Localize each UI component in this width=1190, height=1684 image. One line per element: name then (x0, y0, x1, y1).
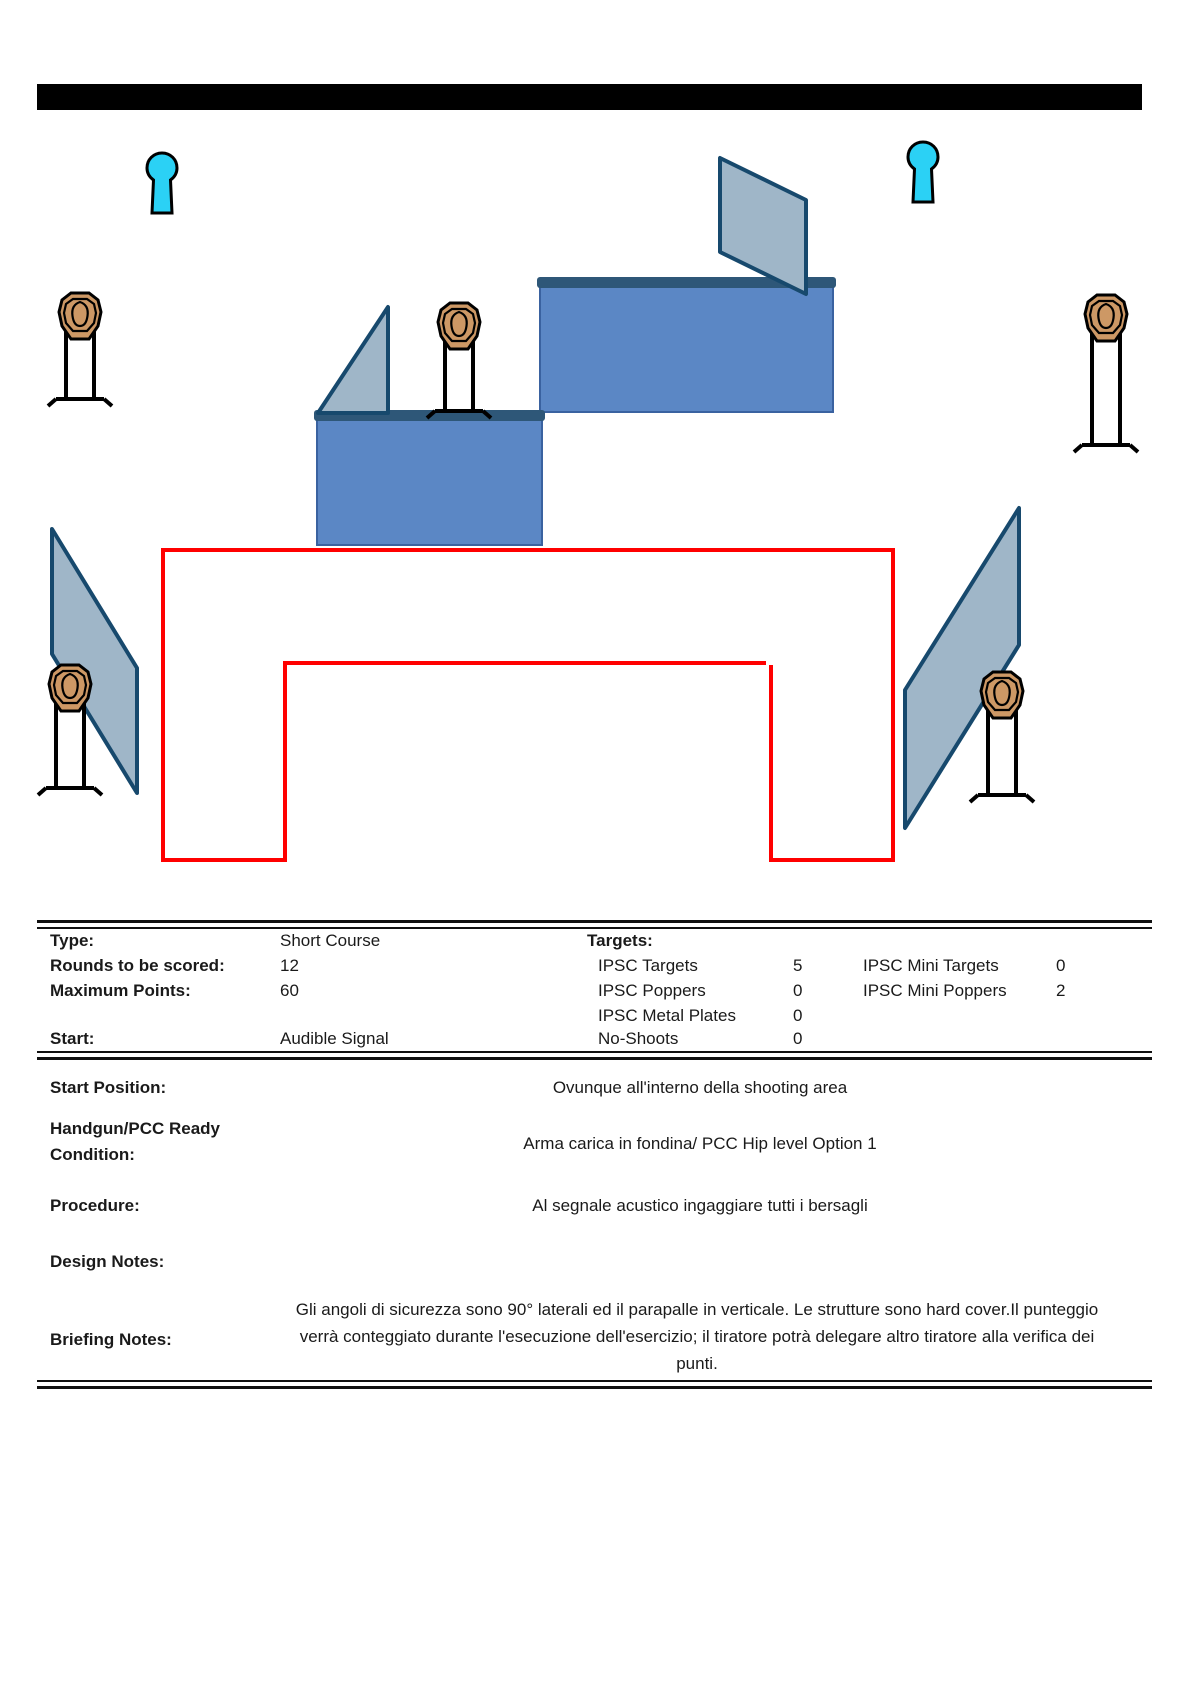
side-panel-right (905, 508, 1019, 828)
table-top-rule (37, 920, 1152, 929)
ready-condition-value: Arma carica in fondina/ PCC Hip level Option 1 (523, 1134, 877, 1153)
procedure-value: Al segnale acustico ingaggiare tutti i bersagli (532, 1196, 868, 1215)
ipsc-target-5 (970, 672, 1034, 802)
ipsc-target-2 (427, 303, 491, 418)
ipsc-mini-targets-count: 0 (1056, 956, 1066, 975)
mini-popper-right (908, 142, 938, 202)
ipsc-metal-plates-label: IPSC Metal Plates (598, 1006, 736, 1025)
no-shoots-label: No-Shoots (598, 1029, 679, 1048)
max-points-value: 60 (280, 981, 299, 1000)
briefing-notes-label: Briefing Notes: (50, 1330, 172, 1349)
wall-lower-rect (314, 410, 545, 545)
max-points-label: Maximum Points: (50, 981, 191, 1000)
triangle-panel (318, 307, 388, 413)
type-value: Short Course (280, 931, 381, 950)
start-label: Start: (50, 1029, 95, 1048)
ipsc-mini-targets-label: IPSC Mini Targets (863, 956, 999, 975)
title-bar (37, 84, 1142, 110)
ipsc-mini-poppers-count: 2 (1056, 981, 1066, 1000)
targets-header: Targets: (587, 931, 653, 950)
ipsc-poppers-label: IPSC Poppers (598, 981, 706, 1000)
side-panel-left (52, 529, 137, 793)
type-label: Type: (50, 931, 95, 950)
rounds-value: 12 (280, 956, 299, 975)
start-position-label: Start Position: (50, 1078, 167, 1097)
table-mid-rule (37, 1051, 1152, 1060)
rounds-label: Rounds to be scored: (50, 956, 225, 975)
mini-popper-left (147, 153, 177, 213)
table-bottom-rule (37, 1380, 1152, 1389)
angled-panel-top (720, 158, 806, 294)
ipsc-poppers-count: 0 (793, 981, 803, 1000)
ipsc-targets-label: IPSC Targets (598, 956, 698, 975)
wall-upper-rect (537, 277, 836, 412)
briefing-notes-value: Gli angoli di sicurezza sono 90° laterali ed il parapalle in verticale. Le strutture sono hard cover.Il punteggio verrà conteggiato durante l'esecuzione dell'esercizio; il tiratore potrà delegare altro tiratore alla verifica dei punti. (295, 1300, 1099, 1373)
ipsc-mini-poppers-label: IPSC Mini Poppers (863, 981, 1007, 1000)
ipsc-target-1 (48, 293, 112, 406)
ready-condition-label: Handgun/PCC Ready Condition: (50, 1119, 221, 1164)
ipsc-target-3 (1074, 295, 1138, 452)
shooting-area-boundary (163, 550, 893, 860)
ipsc-target-4 (38, 665, 102, 795)
start-value: Audible Signal (280, 1029, 389, 1048)
no-shoots-count: 0 (793, 1029, 803, 1048)
start-position-value: Ovunque all'interno della shooting area (552, 1078, 848, 1097)
ipsc-targets-count: 5 (793, 956, 803, 975)
procedure-label: Procedure: (50, 1196, 140, 1215)
ipsc-metal-plates-count: 0 (793, 1006, 803, 1025)
design-notes-label: Design Notes: (50, 1252, 165, 1271)
